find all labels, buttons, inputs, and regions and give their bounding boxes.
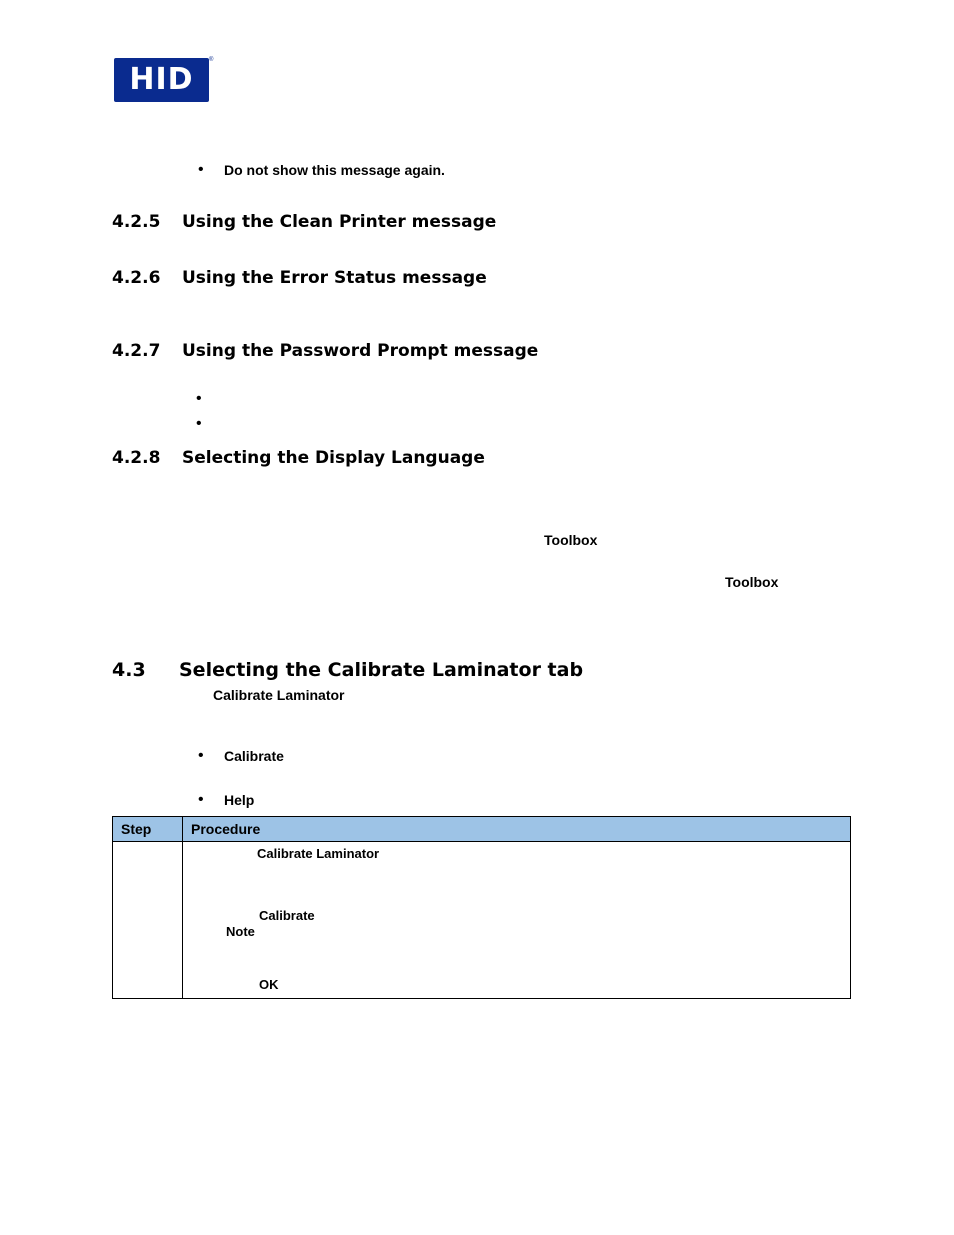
- bullet-dot: •: [196, 415, 202, 432]
- section-number: 4.2.8: [112, 448, 161, 468]
- section-number: 4.2.7: [112, 341, 161, 361]
- bullet-text: Calibrate: [224, 748, 284, 764]
- list-item: [198, 791, 255, 808]
- registered-mark: ®: [209, 57, 214, 63]
- table-cell-text: OK: [259, 977, 279, 992]
- list-item: [198, 747, 284, 764]
- bullet-dot: •: [198, 747, 204, 764]
- section-title: Using the Password Prompt message: [182, 341, 539, 361]
- section-title: Using the Clean Printer message: [182, 212, 497, 232]
- bullet-dot: •: [196, 390, 202, 407]
- bullet-text: Do not show this message again.: [224, 162, 445, 178]
- table-cell-text: Calibrate: [259, 908, 315, 923]
- procedure-table: [112, 816, 851, 999]
- calibrate-laminator-text: Calibrate Laminator: [213, 687, 345, 703]
- table-cell-note: Note: [226, 924, 255, 939]
- section-title: Using the Error Status message: [182, 268, 487, 288]
- list-item: [198, 161, 445, 178]
- section-title: Selecting the Display Language: [182, 448, 485, 468]
- table-cell-text: Calibrate Laminator: [257, 846, 380, 861]
- hid-logo: [114, 58, 209, 102]
- bullet-dot: •: [198, 161, 204, 178]
- section-number: 4.2.5: [112, 212, 161, 232]
- toolbox-text: Toolbox: [544, 532, 598, 548]
- section-title: Selecting the Calibrate Laminator tab: [179, 659, 584, 681]
- toolbox-text: Toolbox: [725, 574, 779, 590]
- bullet-text: Help: [224, 792, 255, 808]
- table-header-procedure: Procedure: [191, 821, 261, 837]
- column-divider: [182, 817, 183, 998]
- section-number: 4.3: [112, 659, 146, 681]
- table-header-step: Step: [121, 821, 152, 837]
- bullet-dot: •: [198, 791, 204, 808]
- section-number: 4.2.6: [112, 268, 161, 288]
- logo-text: HID: [129, 62, 194, 97]
